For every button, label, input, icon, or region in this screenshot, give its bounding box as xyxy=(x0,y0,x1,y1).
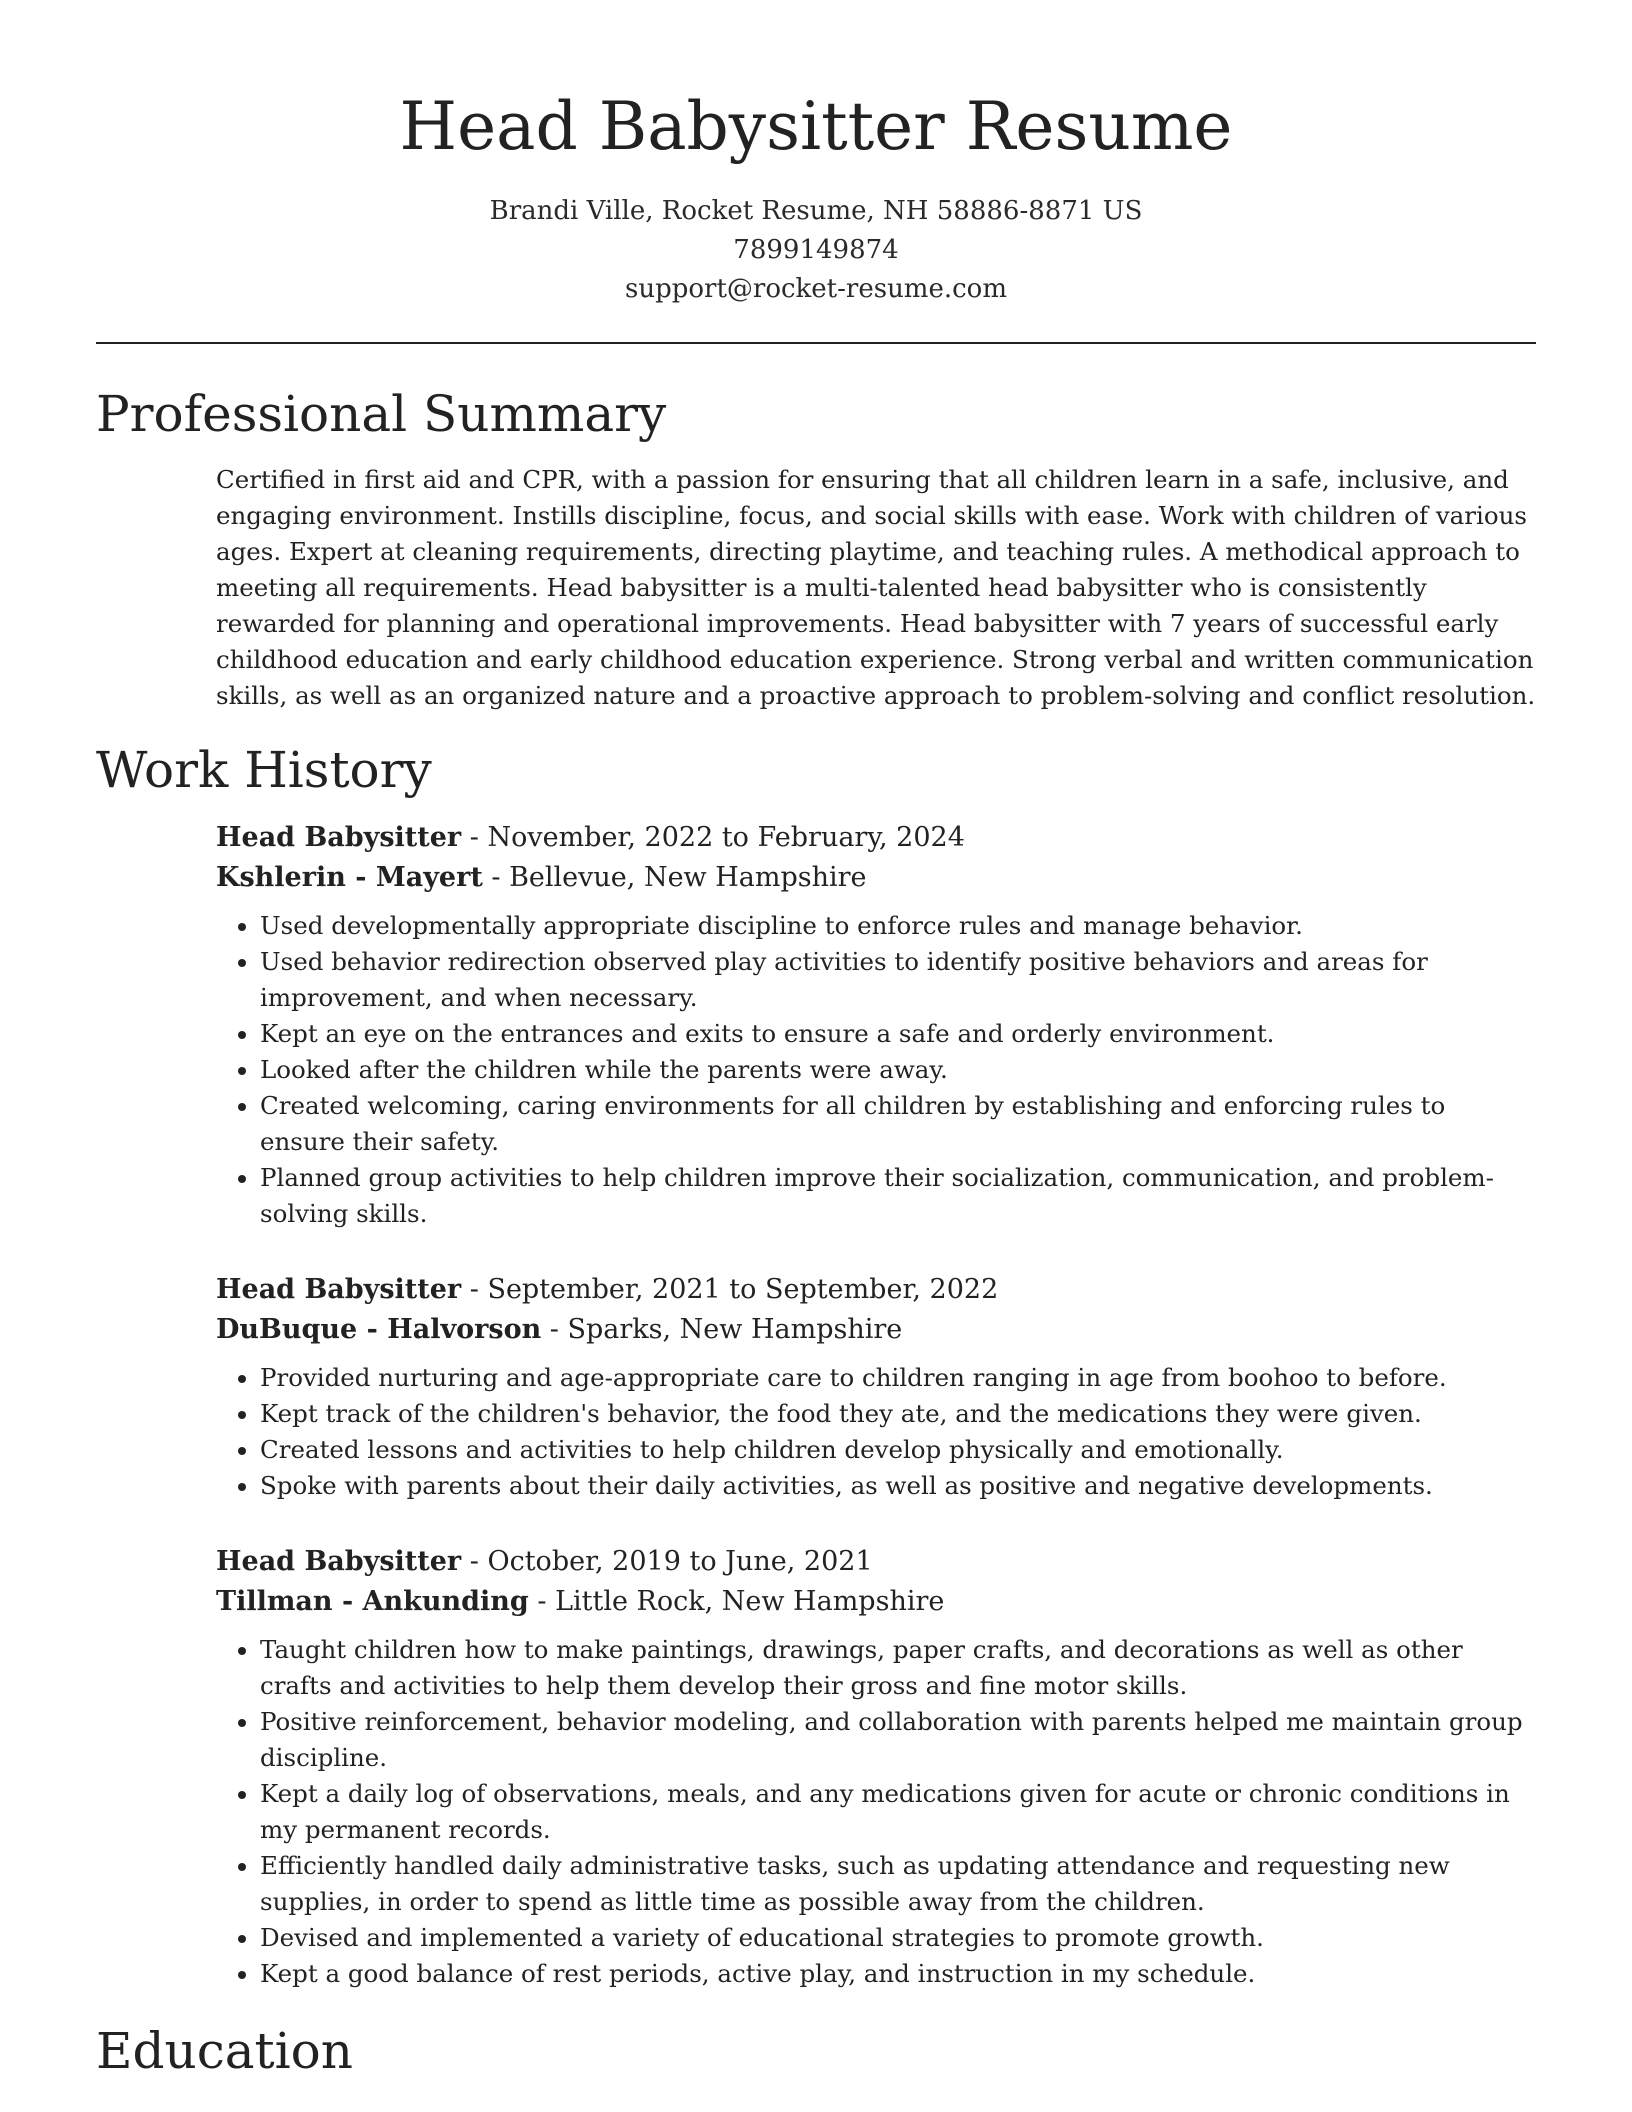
education-heading: Education xyxy=(96,2022,353,2080)
job-bullet: • Kept an eye on the entrances and exits to ensure a safe and orderly environment. xyxy=(260,1016,1536,1052)
job-company: Tillman - Ankunding xyxy=(216,1586,529,1617)
work-history-heading: Work History xyxy=(96,741,432,799)
job-company-line: Kshlerin - Mayert - Bellevue, New Hampshire xyxy=(216,862,867,893)
job-bullet: • Planned group activities to help children improve their socialization, communication, and problem-solving skills. xyxy=(260,1160,1536,1232)
summary-heading: Professional Summary xyxy=(96,385,667,443)
job-bullet: • Positive reinforcement, behavior modeling, and collaboration with parents helped me maintain group discipline. xyxy=(260,1704,1536,1776)
contact-phone: 7899149874 xyxy=(733,235,899,265)
job-entry xyxy=(216,1270,1536,1504)
job-bullet: • Devised and implemented a variety of educational strategies to promote growth. xyxy=(260,1920,1536,1956)
header-divider xyxy=(96,342,1536,344)
job-bullet: • Created lessons and activities to help children develop physically and emotionally. xyxy=(260,1432,1536,1468)
job-title-line: Head Babysitter - October, 2019 to June, 2021 xyxy=(216,1546,873,1577)
job-dates: September, 2021 to September, 2022 xyxy=(487,1274,999,1305)
job-bullet: • Created welcoming, caring environments for all children by establishing and enforcing rules to ensure their safety. xyxy=(260,1088,1536,1160)
job-bullet-list xyxy=(216,1360,1536,1504)
job-entry xyxy=(216,818,1536,1232)
job-location: Sparks, New Hampshire xyxy=(567,1314,903,1345)
job-title-line: Head Babysitter - September, 2021 to September, 2022 xyxy=(216,1274,999,1305)
job-bullet-list xyxy=(216,1632,1536,1992)
job-bullet: • Used developmentally appropriate discipline to enforce rules and manage behavior. xyxy=(260,908,1536,944)
job-dates: October, 2019 to June, 2021 xyxy=(487,1546,873,1577)
job-bullet: • Taught children how to make paintings, drawings, paper crafts, and decorations as well as other crafts and activities to help them develop their gross and fine motor skills. xyxy=(260,1632,1536,1704)
job-bullet: • Used behavior redirection observed play activities to identify positive behaviors and areas for improvement, and when necessary. xyxy=(260,944,1536,1016)
job-company-line: DuBuque - Halvorson - Sparks, New Hampshire xyxy=(216,1314,903,1345)
job-bullet: • Kept a good balance of rest periods, active play, and instruction in my schedule. xyxy=(260,1956,1536,1992)
contact-info xyxy=(0,192,1632,309)
job-bullet: • Kept a daily log of observations, meals, and any medications given for acute or chronic conditions in my permanent records. xyxy=(260,1776,1536,1848)
resume-title: Head Babysitter Resume xyxy=(399,88,1233,165)
job-title-line: Head Babysitter - November, 2022 to February, 2024 xyxy=(216,822,965,853)
job-location: Little Rock, New Hampshire xyxy=(555,1586,945,1617)
job-bullet: • Efficiently handled daily administrative tasks, such as updating attendance and requesting new supplies, in order to spend as little time as possible away from the children. xyxy=(260,1848,1536,1920)
job-title: Head Babysitter xyxy=(216,1546,462,1577)
job-bullet: • Kept track of the children's behavior, the food they ate, and the medications they were given. xyxy=(260,1396,1536,1432)
job-company: Kshlerin - Mayert xyxy=(216,862,483,893)
job-company: DuBuque - Halvorson xyxy=(216,1314,542,1345)
job-entry xyxy=(216,1542,1536,1992)
job-bullet: • Provided nurturing and age-appropriate care to children ranging in age from boohoo to before. xyxy=(260,1360,1536,1396)
contact-email: support@rocket-resume.com xyxy=(624,274,1007,304)
job-bullet: • Spoke with parents about their daily activities, as well as positive and negative developments. xyxy=(260,1468,1536,1504)
job-title: Head Babysitter xyxy=(216,1274,462,1305)
job-location: Bellevue, New Hampshire xyxy=(509,862,867,893)
job-dates: November, 2022 to February, 2024 xyxy=(487,822,965,853)
job-bullet-list xyxy=(216,908,1536,1232)
job-company-line: Tillman - Ankunding - Little Rock, New Hampshire xyxy=(216,1586,945,1617)
summary-text: Certified in first aid and CPR, with a passion for ensuring that all children learn in a safe, inclusive, and engaging environment. Instills discipline, focus, and social skills with ease. Work with children of various ages. Expert at cleaning requirements, directing playtime, and teaching rules. A methodical approach to meeting all requirements. Head babysitter is a multi-talented head babysitter who is consistently rewarded for planning and operational improvements. Head babysitter with 7 years of successful early childhood education and early childhood education experience. Strong verbal and written communication skills, as well as an organized nature and a proactive approach to problem-solving and conflict resolution. xyxy=(216,465,1536,710)
job-title: Head Babysitter xyxy=(216,822,462,853)
contact-address: Brandi Ville, Rocket Resume, NH 58886-8871 US xyxy=(489,196,1143,226)
job-bullet: • Looked after the children while the parents were away. xyxy=(260,1052,1536,1088)
